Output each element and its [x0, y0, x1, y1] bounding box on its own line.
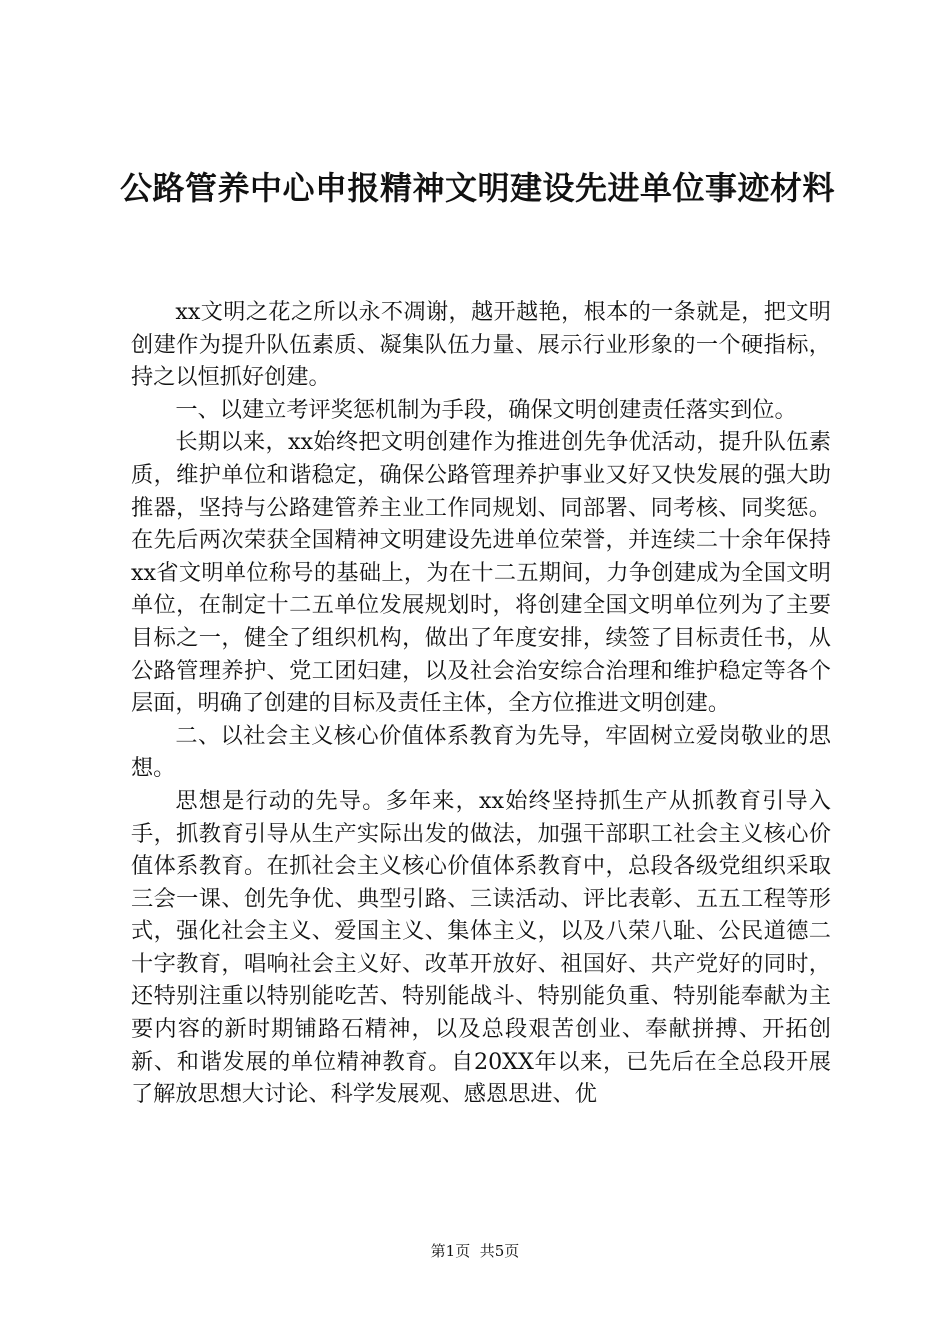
- document-body: [131, 296, 831, 1111]
- page-number: 第1页: [430, 1242, 471, 1260]
- section-heading: 一、以建立考评奖惩机制为手段，确保文明创建责任落实到位。: [175, 396, 797, 423]
- paragraph: xx文明之花之所以永不凋谢，越开越艳，根本的一条就是，把文明创建作为提升队伍素质、凝集队伍力量、展示行业形象的一个硬指标，持之以恒抓好创建。: [131, 299, 831, 391]
- document-title: 公路管养中心申报精神文明建设先进单位事迹材料: [120, 169, 836, 207]
- paragraph: 长期以来，xx始终把文明创建作为推进创先争优活动，提升队伍素质，维护单位和谐稳定，确保公路管理养护事业又好又快发展的强大助推器，坚持与公路建管养主业工作同规划、同部署、同考核、同奖惩。在先后两次荣获全国精神文明建设先进单位荣誉，并连续二十余年保持xx省文明单位称号的基础上，为在十二五期间，力争创建成为全国文明单位，在制定十二五单位发展规划时，将创建全国文明单位列为了主要目标之一，健全了组织机构，做出了年度安排，续签了目标责任书，从公路管理养护、党工团妇建，以及社会治安综合治理和维护稳定等各个层面，明确了创建的目标及责任主体，全方位推进文明创建。: [131, 429, 831, 717]
- section-heading: 二、以社会主义核心价值体系教育为先导，牢固树立爱岗敬业的思想。: [131, 722, 831, 782]
- page-footer: [0, 1241, 950, 1261]
- page-total: 共5页: [479, 1242, 520, 1260]
- paragraph: 思想是行动的先导。多年来，xx始终坚持抓生产从抓教育引导入手，抓教育引导从生产实际出发的做法，加强干部职工社会主义核心价值体系教育。在抓社会主义核心价值体系教育中，总段各级党组织采取三会一课、创先争优、典型引路、三读活动、评比表彰、五五工程等形式，强化社会主义、爱国主义、集体主义，以及八荣八耻、公民道德二十字教育，唱响社会主义好、改革开放好、祖国好、共产党好的同时，还特别注重以特别能吃苦、特别能战斗、特别能负重、特别能奉献为主要内容的新时期铺路石精神，以及总段艰苦创业、奉献拼搏、开拓创新、和谐发展的单位精神教育。自20XX年以来，已先后在全总段开展了解放思想大讨论、科学发展观、感恩思进、优: [131, 787, 831, 1108]
